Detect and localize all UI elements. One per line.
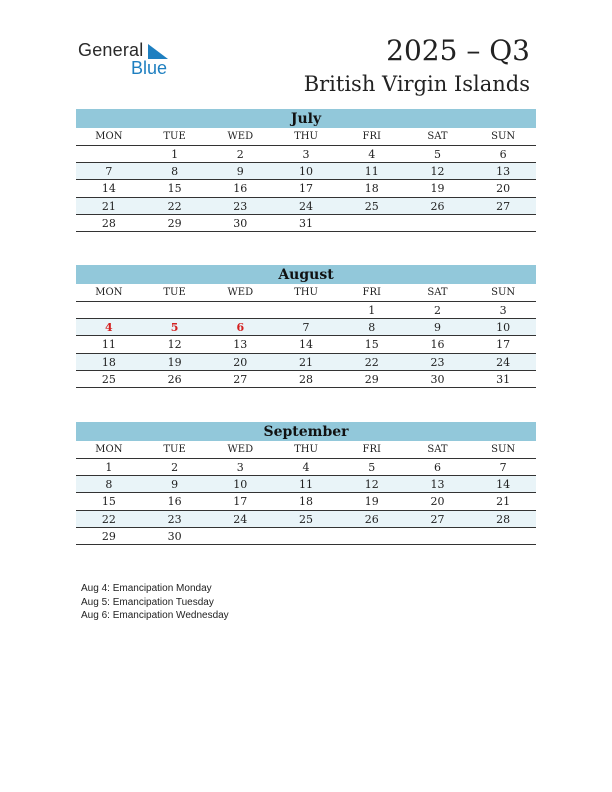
day-cell: 28 — [496, 512, 511, 526]
weekday-label: MON — [95, 131, 123, 142]
day-cell: 20 — [496, 182, 511, 196]
day-cell: 31 — [496, 372, 511, 386]
empty-day-cell — [207, 302, 273, 318]
week-row — [76, 511, 536, 528]
day-cell: 13 — [496, 165, 511, 179]
day-cell: 12 — [167, 338, 182, 352]
week-row — [76, 163, 536, 180]
day-cell: 4 — [302, 461, 310, 474]
day-cell: 14 — [496, 478, 511, 492]
week-row — [76, 336, 536, 353]
day-cell: 26 — [364, 512, 379, 526]
week-row — [76, 319, 536, 336]
day-cell: 19 — [167, 355, 182, 369]
day-cell: 25 — [364, 199, 379, 213]
day-cell: 30 — [233, 216, 248, 230]
weekday-label: SAT — [427, 444, 448, 455]
day-cell: 16 — [233, 182, 248, 196]
day-cell: 19 — [430, 182, 445, 196]
day-cell: 21 — [496, 495, 511, 509]
weekday-label: SAT — [427, 131, 448, 142]
day-cell: 15 — [101, 495, 116, 509]
empty-day-cell — [405, 528, 471, 544]
day-cell: 11 — [299, 478, 314, 492]
week-row — [76, 528, 536, 545]
week-row — [76, 476, 536, 493]
day-cell: 29 — [167, 216, 182, 230]
day-cell: 5 — [433, 148, 441, 161]
day-cell: 7 — [302, 321, 310, 335]
weekday-label: TUE — [163, 444, 186, 455]
day-cell: 31 — [299, 216, 314, 230]
day-cell: 18 — [299, 495, 314, 509]
day-cell: 6 — [499, 148, 507, 161]
day-cell: 17 — [496, 338, 511, 352]
month-title: August — [76, 265, 536, 284]
day-cell: 2 — [236, 148, 244, 161]
day-cell: 28 — [299, 372, 314, 386]
day-cell: 6 — [236, 321, 245, 335]
holiday-note: Aug 4: Emancipation Monday — [81, 583, 212, 594]
logo — [78, 40, 178, 80]
empty-day-cell — [405, 215, 471, 231]
day-cell: 20 — [430, 495, 445, 509]
day-cell: 2 — [433, 304, 441, 317]
weekday-label: THU — [294, 131, 318, 142]
day-cell: 1 — [368, 304, 376, 317]
day-cell: 7 — [499, 461, 507, 474]
day-cell: 10 — [233, 478, 248, 492]
day-cell: 3 — [499, 304, 507, 317]
week-row — [76, 198, 536, 215]
holiday-notes — [81, 582, 229, 623]
empty-day-cell — [76, 146, 142, 162]
weekday-label: TUE — [163, 131, 186, 142]
day-cell: 23 — [430, 355, 445, 369]
logo-text-blue: Blue — [131, 58, 168, 78]
day-cell: 29 — [364, 372, 379, 386]
weekday-label: SUN — [491, 287, 516, 298]
weekday-label: THU — [294, 287, 318, 298]
day-cell: 27 — [233, 372, 248, 386]
day-cell: 6 — [433, 461, 441, 474]
weekday-label: SUN — [491, 131, 516, 142]
month-calendar — [76, 422, 536, 545]
week-row — [76, 215, 536, 232]
weekday-label: WED — [227, 444, 254, 455]
weekday-label: THU — [294, 444, 318, 455]
day-cell: 19 — [364, 495, 379, 509]
week-row — [76, 354, 536, 371]
day-cell: 9 — [236, 165, 244, 179]
week-row — [76, 371, 536, 388]
day-cell: 17 — [299, 182, 314, 196]
day-cell: 15 — [364, 338, 379, 352]
day-cell: 16 — [430, 338, 445, 352]
day-cell: 24 — [233, 512, 248, 526]
day-cell: 10 — [496, 321, 511, 335]
month-calendar — [76, 109, 536, 232]
day-cell: 11 — [101, 338, 116, 352]
day-cell: 24 — [496, 355, 511, 369]
weekday-header-row — [76, 441, 536, 459]
day-cell: 3 — [236, 461, 244, 474]
day-cell: 1 — [105, 461, 113, 474]
day-cell: 27 — [496, 199, 511, 213]
weekday-header-row — [76, 128, 536, 146]
day-cell: 23 — [233, 199, 248, 213]
weekday-label: FRI — [362, 131, 381, 142]
empty-day-cell — [339, 528, 405, 544]
day-cell: 8 — [368, 321, 376, 335]
day-cell: 30 — [167, 529, 182, 543]
day-cell: 30 — [430, 372, 445, 386]
day-cell: 26 — [430, 199, 445, 213]
empty-day-cell — [76, 302, 142, 318]
day-cell: 27 — [430, 512, 445, 526]
day-cell: 23 — [167, 512, 182, 526]
weekday-label: TUE — [163, 287, 186, 298]
day-cell: 12 — [364, 478, 379, 492]
day-cell: 22 — [167, 199, 182, 213]
empty-day-cell — [470, 528, 536, 544]
day-cell: 16 — [167, 495, 182, 509]
day-cell: 15 — [167, 182, 182, 196]
day-cell: 17 — [233, 495, 248, 509]
weekday-label: SAT — [427, 287, 448, 298]
weekday-label: FRI — [362, 287, 381, 298]
day-cell: 3 — [302, 148, 310, 161]
day-cell: 29 — [101, 529, 116, 543]
day-cell: 26 — [167, 372, 182, 386]
day-cell: 5 — [170, 321, 179, 335]
day-cell: 22 — [101, 512, 116, 526]
day-cell: 14 — [299, 338, 314, 352]
empty-day-cell — [470, 215, 536, 231]
day-cell: 8 — [105, 478, 113, 492]
day-cell: 18 — [364, 182, 379, 196]
weekday-label: MON — [95, 287, 123, 298]
week-row — [76, 180, 536, 197]
day-cell: 2 — [171, 461, 179, 474]
day-cell: 22 — [364, 355, 379, 369]
day-cell: 14 — [101, 182, 116, 196]
holiday-note: Aug 6: Emancipation Wednesday — [81, 610, 229, 621]
holiday-note: Aug 5: Emancipation Tuesday — [81, 596, 214, 608]
page-title: 2025 – Q3 — [386, 34, 530, 67]
day-cell: 5 — [368, 461, 376, 474]
day-cell: 25 — [101, 372, 116, 386]
weekday-label: WED — [227, 131, 254, 142]
day-cell: 7 — [105, 165, 113, 179]
week-row — [76, 459, 536, 476]
empty-day-cell — [207, 528, 273, 544]
day-cell: 4 — [105, 321, 113, 335]
weekday-label: SUN — [491, 444, 516, 455]
month-calendar — [76, 265, 536, 388]
day-cell: 8 — [171, 165, 179, 179]
day-cell: 4 — [368, 148, 376, 161]
weekday-header-row — [76, 284, 536, 302]
empty-day-cell — [339, 215, 405, 231]
month-title: July — [76, 109, 536, 128]
day-cell: 18 — [101, 355, 116, 369]
week-row — [76, 493, 536, 510]
logo-text-general: General — [78, 40, 144, 60]
week-row — [76, 146, 536, 163]
day-cell: 28 — [101, 216, 116, 230]
day-cell: 13 — [233, 338, 248, 352]
weekday-label: FRI — [362, 444, 381, 455]
weekday-label: MON — [95, 444, 123, 455]
weekday-label: WED — [227, 287, 254, 298]
day-cell: 1 — [171, 148, 179, 161]
day-cell: 11 — [364, 165, 379, 179]
day-cell: 24 — [299, 199, 314, 213]
empty-day-cell — [273, 302, 339, 318]
day-cell: 12 — [430, 165, 445, 179]
day-cell: 9 — [171, 478, 179, 492]
day-cell: 9 — [433, 321, 441, 335]
month-title: September — [76, 422, 536, 441]
day-cell: 21 — [101, 199, 116, 213]
week-row — [76, 302, 536, 319]
day-cell: 13 — [430, 478, 445, 492]
empty-day-cell — [142, 302, 208, 318]
day-cell: 25 — [299, 512, 314, 526]
day-cell: 21 — [299, 355, 314, 369]
day-cell: 10 — [299, 165, 314, 179]
day-cell: 20 — [233, 355, 248, 369]
page-subtitle: British Virgin Islands — [303, 72, 530, 96]
empty-day-cell — [273, 528, 339, 544]
